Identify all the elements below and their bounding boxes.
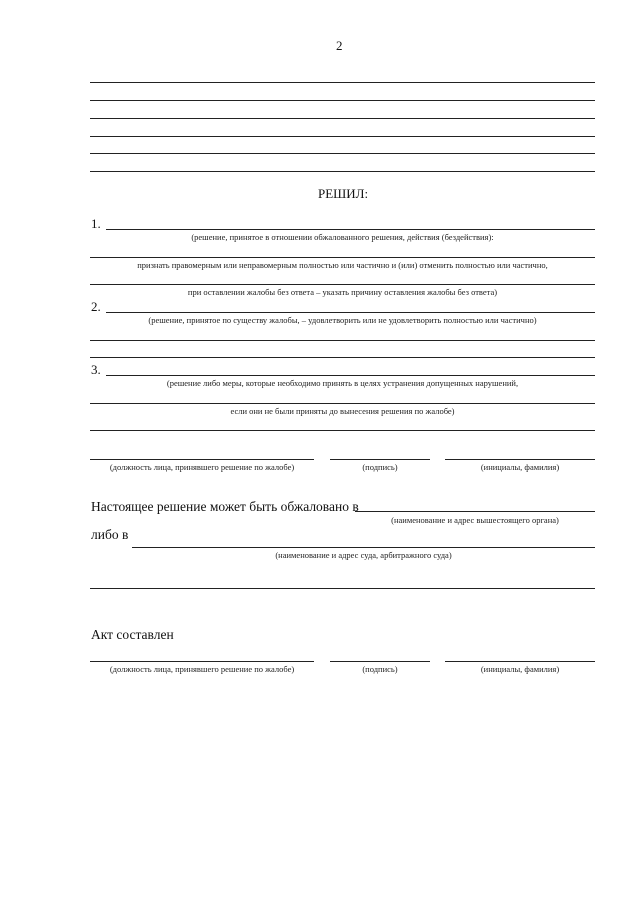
signature-line[interactable] (330, 661, 430, 662)
item-caption: при оставлении жалобы без ответа – указать причину оставления жалобы без ответа) (187, 287, 498, 297)
fill-line[interactable] (90, 136, 595, 137)
item-number: 2. (91, 299, 101, 314)
court-line[interactable] (132, 547, 595, 548)
item-caption: признать правомерным или неправомерным полностью или частично и (или) отменить полностью или частично, (137, 260, 548, 270)
position-line[interactable] (90, 661, 314, 662)
fill-line[interactable] (90, 430, 595, 431)
fill-line[interactable] (90, 588, 595, 589)
item-number: 1. (91, 216, 101, 231)
fill-line[interactable] (106, 375, 595, 376)
court-caption: (наименование и адрес суда, арбитражного суда) (275, 550, 452, 560)
fill-line[interactable] (90, 82, 595, 83)
position-caption: (должность лица, принявшего решение по жалобе) (109, 664, 295, 674)
fill-line[interactable] (90, 153, 595, 154)
name-line[interactable] (445, 661, 595, 662)
item-caption: (решение либо меры, которые необходимо принять в целях устранения допущенных нарушений, (166, 378, 519, 388)
act-compiled-text: Акт составлен (91, 627, 174, 642)
authority-caption: (наименование и адрес вышестоящего органа) (391, 515, 559, 525)
appeal-or-text: либо в (91, 527, 129, 542)
position-caption: (должность лица, принявшего решение по жалобе) (109, 462, 295, 472)
item-caption: (решение, принятое по существу жалобы, – удовлетворить или не удовлетворить полностью или частично) (148, 315, 537, 325)
item-number: 3. (91, 362, 101, 377)
fill-line[interactable] (90, 284, 595, 285)
fill-line[interactable] (90, 340, 595, 341)
signature-caption: (подпись) (362, 462, 398, 472)
fill-line[interactable] (90, 403, 595, 404)
item-caption: если они не были приняты до вынесения решения по жалобе) (230, 406, 455, 416)
item-caption: (решение, принятое в отношении обжалованного решения, действия (бездействия): (191, 232, 494, 242)
authority-line[interactable] (355, 511, 595, 512)
fill-line[interactable] (90, 171, 595, 172)
fill-line[interactable] (90, 100, 595, 101)
fill-line[interactable] (106, 312, 595, 313)
name-caption: (инициалы, фамилия) (480, 462, 560, 472)
decision-heading: РЕШИЛ: (318, 186, 369, 201)
fill-line[interactable] (90, 257, 595, 258)
fill-line[interactable] (90, 357, 595, 358)
signature-caption: (подпись) (362, 664, 398, 674)
position-line[interactable] (90, 459, 314, 460)
page-number: 2 (336, 38, 343, 53)
appeal-text: Настоящее решение может быть обжаловано в (91, 499, 359, 514)
signature-line[interactable] (330, 459, 430, 460)
fill-line[interactable] (106, 229, 595, 230)
name-line[interactable] (445, 459, 595, 460)
name-caption: (инициалы, фамилия) (480, 664, 560, 674)
fill-line[interactable] (90, 118, 595, 119)
